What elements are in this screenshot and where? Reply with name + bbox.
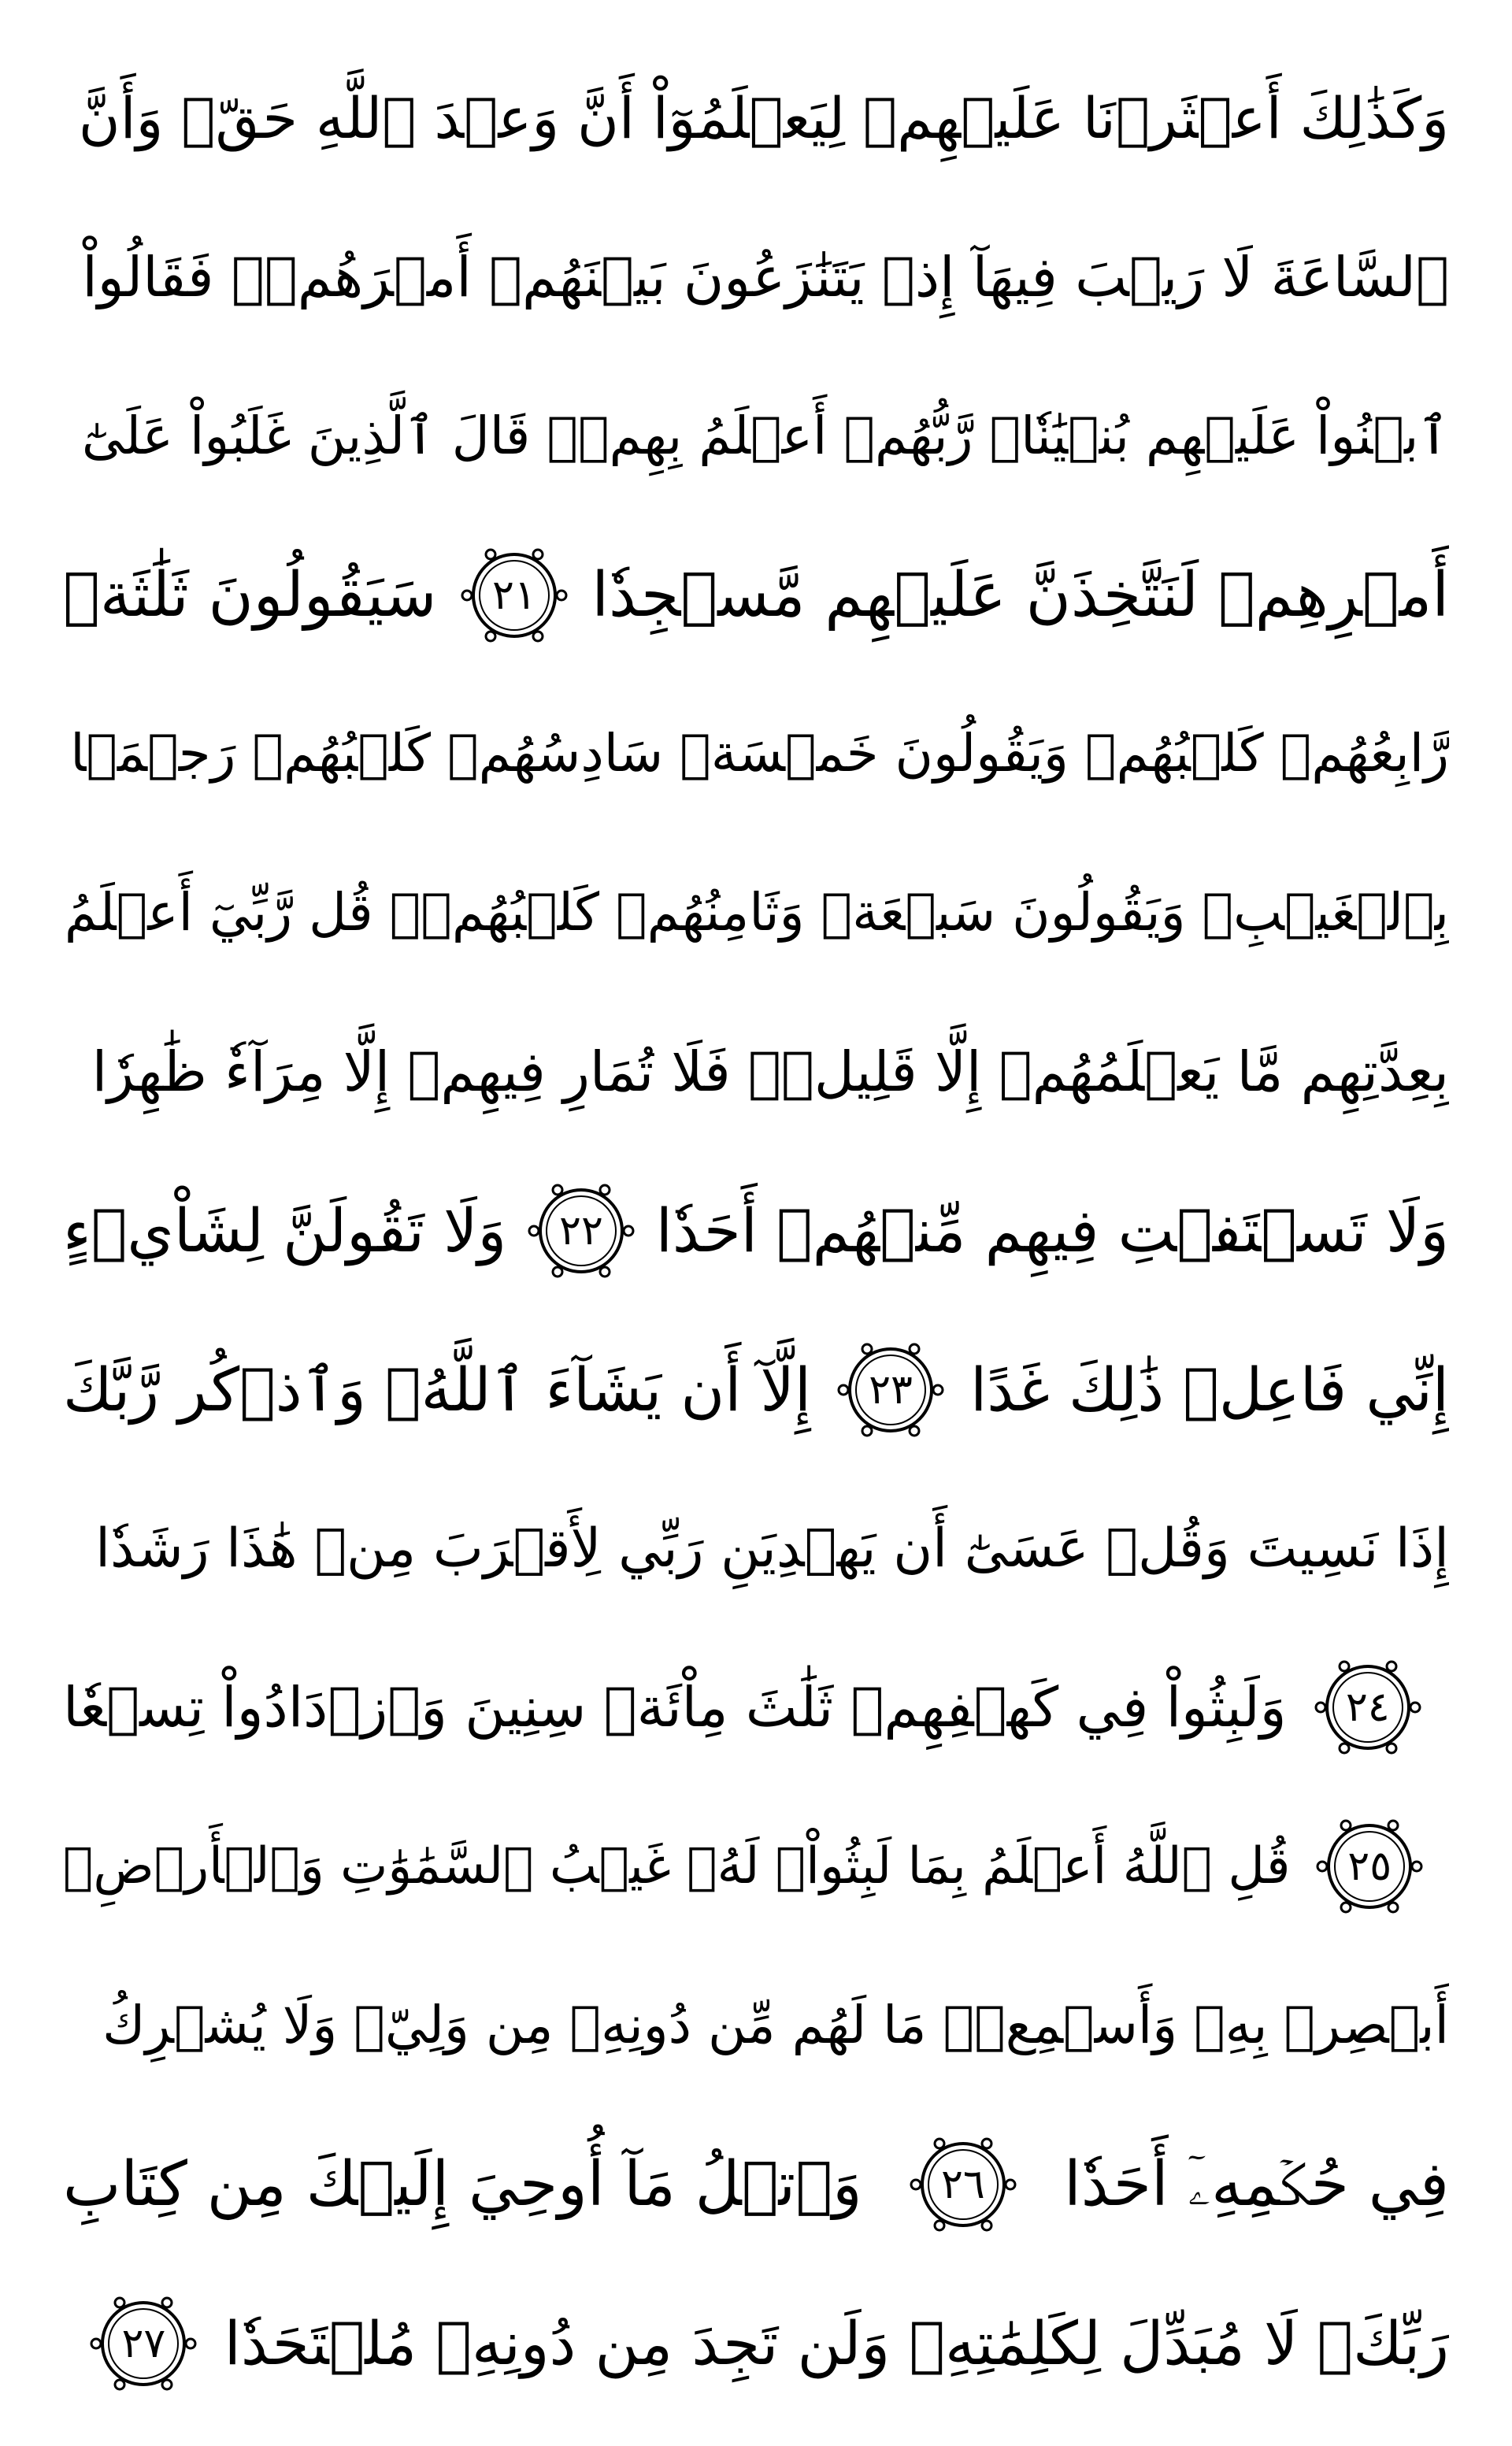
- verse-line: [63, 1955, 1449, 2096]
- ayah-number-marker: [1313, 1652, 1423, 1762]
- verse-line: [63, 206, 1449, 348]
- verse-line: [63, 2114, 1449, 2255]
- verse-line: [63, 1319, 1449, 1461]
- verse-line: [63, 683, 1449, 825]
- verse-text: سَيَقُولُونَ ثَلَٰثَةٞ: [63, 559, 437, 631]
- verse-text: فِي حُكۡمِهِۦٓ أَحَدٗا: [1064, 2148, 1449, 2220]
- verse-lines: [63, 47, 1449, 2414]
- verse-text: قُلِ ٱللَّهُ أَعۡلَمُ بِمَا لَبِثُواْۖ لَهُۥ غَيۡبُ ٱلسَّمَٰوَٰتِ وَٱلۡأَرۡضِۖ: [63, 1837, 1291, 1896]
- verse-line: [63, 1636, 1449, 1778]
- verse-line: [63, 1796, 1449, 1937]
- ayah-number: ٢٧: [121, 2319, 166, 2367]
- verse-line: [63, 842, 1449, 984]
- verse-text: رَبِّكَۖ لَا مُبَدِّلَ لِكَلِمَٰتِهِۦ وَلَن تَجِدَ مِن دُونِهِۦ مُلۡتَحَدٗا: [224, 2307, 1449, 2378]
- ayah-number: ٢٣: [869, 1366, 913, 1414]
- verse-text: إِذَا نَسِيتَ وَقُلۡ عَسَىٰٓ أَن يَهۡدِيَنِ رَبِّي لِأَقۡرَبَ مِنۡ هَٰذَا رَشَدٗا: [95, 1517, 1449, 1580]
- verse-text: ٱلسَّاعَةَ لَا رَيۡبَ فِيهَآ إِذۡ يَتَنَٰزَعُونَ بَيۡنَهُمۡ أَمۡرَهُمۡۖ فَقَالُواْ: [82, 244, 1449, 309]
- verse-text: ٱبۡنُواْ عَلَيۡهِم بُنۡيَٰنٗاۖ رَّبُّهُمۡ أَعۡلَمُ بِهِمۡۚ قَالَ ٱلَّذِينَ غَلَبُواْ عَلَىٰٓ: [81, 405, 1449, 466]
- ayah-number-marker: [836, 1335, 946, 1445]
- ayah-number-marker: [459, 540, 569, 650]
- verse-line: [63, 1160, 1449, 1302]
- verse-line: [63, 2273, 1449, 2414]
- verse-text: إِلَّآ أَن يَشَآءَ ٱللَّهُۚ وَٱذۡكُر رَّبَّكَ: [63, 1354, 811, 1425]
- verse-line: [63, 1001, 1449, 1143]
- ayah-number: ٢٦: [941, 2160, 985, 2208]
- ayah-number: ٢٤: [1345, 1684, 1390, 1732]
- verse-text: أَمۡرِهِمۡ لَنَتَّخِذَنَّ عَلَيۡهِم مَّسۡجِدٗا: [591, 559, 1449, 631]
- verse-text: وَلَبِثُواْ فِي كَهۡفِهِمۡ ثَلَٰثَ مِاْئَةٖ سِنِينَ وَٱزۡدَادُواْ تِسۡعٗا: [63, 1675, 1287, 1740]
- verse-line: [63, 1478, 1449, 1620]
- ayah-number: ٢٥: [1347, 1843, 1392, 1891]
- ayah-number-marker: [88, 2288, 198, 2399]
- verse-text: رَّابِعُهُمۡ كَلۡبُهُمۡ وَيَقُولُونَ خَمۡسَةٞ سَادِسُهُمۡ كَلۡبُهُمۡ رَجۡمَۢا: [70, 723, 1449, 784]
- ayah-number: ٢٢: [559, 1206, 603, 1255]
- verse-text: وَٱتۡلُ مَآ أُوحِيَ إِلَيۡكَ مِن كِتَابِ: [63, 2148, 862, 2220]
- verse-text: بِعِدَّتِهِم مَّا يَعۡلَمُهُمۡ إِلَّا قَلِيلٞۗ فَلَا تُمَارِ فِيهِمۡ إِلَّا مِرَآءٗ ظَٰهِرٗا: [91, 1040, 1449, 1105]
- ayah-number-marker: [908, 2129, 1018, 2240]
- verse-text: وَلَا تَسۡتَفۡتِ فِيهِم مِّنۡهُمۡ أَحَدٗا: [655, 1195, 1449, 1266]
- verse-line: [63, 524, 1449, 666]
- ayah-number-marker: [1314, 1811, 1425, 1922]
- verse-line: [63, 365, 1449, 507]
- verse-text: وَلَا تَقُولَنَّ لِشَاْيۡءٍ: [63, 1195, 507, 1266]
- verse-text: إِنِّي فَاعِلٞ ذَٰلِكَ غَدًا: [970, 1354, 1449, 1425]
- ayah-number-marker: [526, 1176, 636, 1286]
- verse-text: وَكَذَٰلِكَ أَعۡثَرۡنَا عَلَيۡهِمۡ لِيَعۡلَمُوٓاْ أَنَّ وَعۡدَ ٱللَّهِ حَقّٞ وَأَنَّ: [78, 85, 1449, 151]
- ayah-number: ٢١: [492, 571, 536, 619]
- verse-line: [63, 47, 1449, 189]
- verse-text: بِٱلۡغَيۡبِۖ وَيَقُولُونَ سَبۡعَةٞ وَثَامِنُهُمۡ كَلۡبُهُمۡۚ قُل رَّبِّيٓ أَعۡلَمُ: [64, 882, 1449, 943]
- verse-text: أَبۡصِرۡ بِهِۦ وَأَسۡمِعۡۚ مَا لَهُم مِّن دُونِهِۦ مِن وَلِيّٖ وَلَا يُشۡرِكُ: [102, 1995, 1449, 2056]
